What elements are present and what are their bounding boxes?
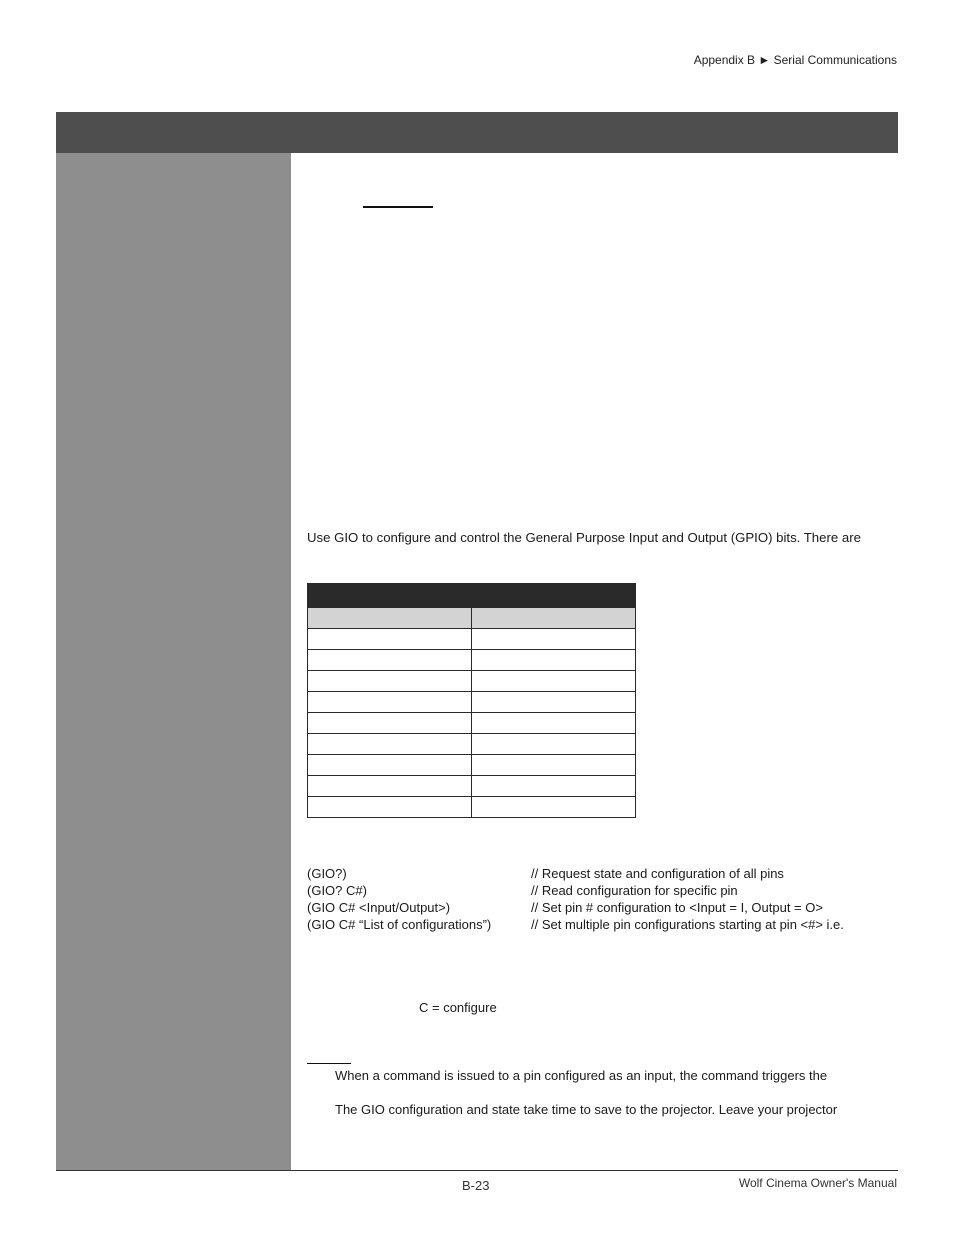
table-row (308, 797, 636, 818)
legend-configure: C = configure (419, 1000, 497, 1015)
command-comment: // Request state and configuration of all pins (531, 866, 784, 881)
manual-title: Wolf Cinema Owner's Manual (738, 1176, 897, 1190)
footer-divider (56, 1170, 898, 1171)
table-row (308, 755, 636, 776)
command-row (307, 916, 844, 933)
table-row (308, 650, 636, 671)
table-row (308, 671, 636, 692)
table-row (308, 776, 636, 797)
section-title-bar (56, 112, 898, 153)
command-syntax: (GIO?) (307, 866, 347, 881)
command-comment: // Read configuration for specific pin (531, 883, 738, 898)
heading-underline (363, 206, 433, 208)
command-comment: // Set pin # configuration to <Input = I, Output = O> (531, 900, 823, 915)
gio-table (307, 583, 636, 818)
command-row (307, 882, 844, 899)
table-row (308, 713, 636, 734)
notes-underline (307, 1063, 351, 1064)
command-comment: // Set multiple pin configurations starting at pin <#> i.e. (531, 917, 844, 932)
header-breadcrumb: Appendix B ► Serial Communications (693, 53, 897, 67)
command-row (307, 899, 844, 916)
note-item: When a command is issued to a pin configured as an input, the command triggers the (335, 1068, 828, 1083)
table-row (308, 629, 636, 650)
command-syntax: (GIO C# <Input/Output>) (307, 900, 451, 915)
command-row (307, 865, 844, 882)
note-item: The GIO configuration and state take time to save to the projector. Leave your projector (335, 1102, 838, 1117)
gio-table-header-row (308, 608, 636, 629)
table-row (308, 734, 636, 755)
table-row (308, 692, 636, 713)
command-syntax: (GIO C# “List of configurations”) (307, 917, 492, 932)
command-syntax: (GIO? C#) (307, 883, 367, 898)
left-sidebar (56, 153, 291, 1170)
command-list (307, 865, 844, 933)
gio-table-caption (308, 584, 636, 608)
page-number: B-23 (462, 1178, 490, 1193)
intro-paragraph: Use GIO to configure and control the General Purpose Input and Output (GPIO) bits. There are (307, 530, 861, 545)
